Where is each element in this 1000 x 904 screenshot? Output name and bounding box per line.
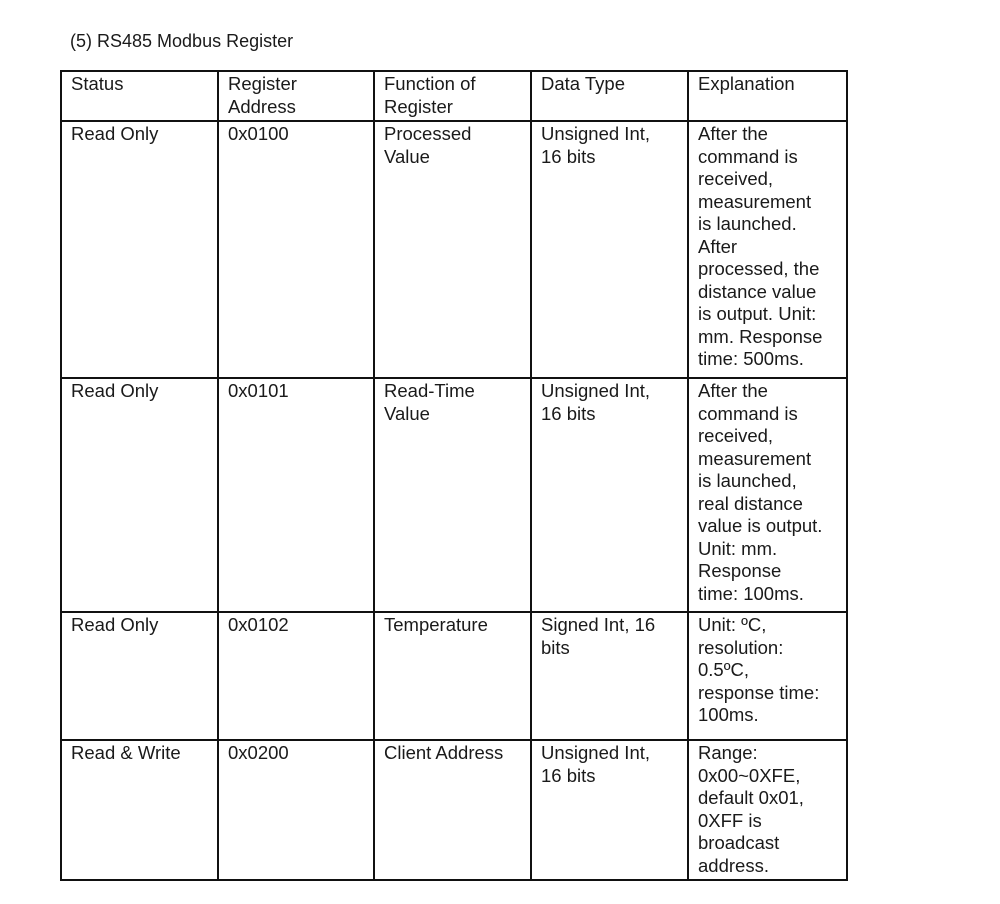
header-function-of-register: Function of Register (374, 71, 531, 121)
cell-register-address: 0x0101 (218, 378, 374, 612)
cell-function: Client Address (374, 740, 531, 880)
cell-data-type: Signed Int, 16 bits (531, 612, 688, 740)
cell-explanation: After the command is received, measurement is launched, real distance value is output. Unit: mm. Response time: 100ms. (688, 378, 847, 612)
cell-function: Temperature (374, 612, 531, 740)
cell-status: Read Only (61, 121, 218, 378)
modbus-register-table (60, 70, 848, 881)
table-row (61, 378, 847, 612)
cell-status: Read Only (61, 612, 218, 740)
cell-data-type: Unsigned Int, 16 bits (531, 121, 688, 378)
cell-register-address: 0x0102 (218, 612, 374, 740)
cell-function: Processed Value (374, 121, 531, 378)
header-explanation: Explanation (688, 71, 847, 121)
cell-status: Read & Write (61, 740, 218, 880)
table-row (61, 612, 847, 740)
cell-explanation: Unit: ºC, resolution: 0.5ºC, response time: 100ms. (688, 612, 847, 740)
header-status: Status (61, 71, 218, 121)
cell-register-address: 0x0200 (218, 740, 374, 880)
document-title: (5) RS485 Modbus Register (70, 31, 294, 51)
table-header-row (61, 71, 847, 121)
cell-data-type: Unsigned Int, 16 bits (531, 740, 688, 880)
table-row (61, 740, 847, 880)
cell-data-type: Unsigned Int, 16 bits (531, 378, 688, 612)
cell-explanation: After the command is received, measurement is launched. After processed, the distance value is output. Unit: mm. Response time: 500ms. (688, 121, 847, 378)
header-data-type: Data Type (531, 71, 688, 121)
cell-register-address: 0x0100 (218, 121, 374, 378)
header-register-address: Register Address (218, 71, 374, 121)
cell-function: Read-Time Value (374, 378, 531, 612)
cell-explanation: Range: 0x00~0XFE, default 0x01, 0XFF is broadcast address. (688, 740, 847, 880)
cell-status: Read Only (61, 378, 218, 612)
table-row (61, 121, 847, 378)
